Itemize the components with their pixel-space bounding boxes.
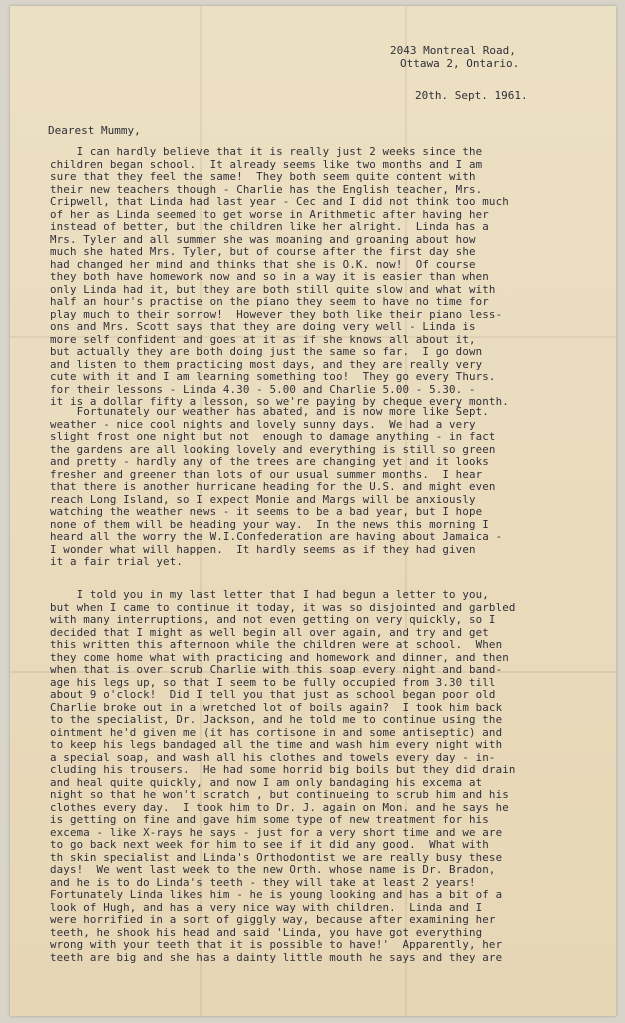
body-text-line: look of Hugh, and has a very nice way with children. Linda and I [50,900,483,914]
body-text-line: ons and Mrs. Scott says that they are doing very well - Linda is [50,320,476,333]
body-text-line: it a fair trial yet. [50,555,184,568]
body-text-line: that there is another hurricane heading for the U.S. and might even [50,480,496,493]
body-text-line: to the specialist, Dr. Jackson, and he told me to continue using the [50,713,503,726]
body-text-line: excema - like X-rays he says - just for a very short time and we are [50,825,503,839]
body-text-line: to keep his legs bandaged all the time and wash him every night with [50,738,503,751]
body-text-line: Fortunately our weather has abated, and is now more like Sept. [50,405,489,418]
body-text-line: I can hardly believe that it is really just 2 weeks since the [50,145,483,158]
body-paragraph [50,406,502,569]
body-text-line: Fortunately Linda likes him - he is young looking and has a bit of a [50,888,503,901]
body-text-line: Mrs. Tyler and all summer she was moaning and groaning about how [50,232,476,246]
body-text-line: play much to their sorrow! However they both like their piano less- [50,307,503,321]
body-text-line: night so that he won't scratch , but continueing to scrub him and his [50,788,509,801]
body-text-line: children began school. It already seems like two months and I am [50,157,483,171]
body-text-line: more self confident and goes at it as if she knows all about it, [50,332,476,346]
body-text-line: only Linda had it, but they are both still quite slow and what with [50,282,496,296]
body-text-line: this written this afternoon while the children were at school. When [50,638,503,651]
body-text-line: they both have homework now and so in a way it is easier than when [50,270,489,283]
body-text-line: heard all the worry the W.I.Confederation are having about Jamaica - [50,530,503,543]
body-text-line: fresher and greener than lots of our usual summer months. I hear [50,467,483,481]
body-text-line: their new teachers though - Charlie has the English teacher, Mrs. [50,182,483,196]
body-text-line: but actually they are both doing just the same so far. I go down [50,345,483,358]
body-text-line: with many interruptions, and not even getting on very quickly, so I [50,613,496,626]
body-text-line: and pretty - hardly any of the trees are changing yet and it looks [50,455,489,468]
body-text-line: had changed her mind and thinks that she is O.K. now! Of course [50,257,476,271]
body-text-line: watching the weather news - it seems to be a bad year, but I hope [50,505,483,518]
body-text-line: teeth are big and she has a dainty little mouth he says and they are [50,950,503,964]
body-paragraph [50,146,509,409]
body-text-line: age his legs up, so that I seem to be fully occupied from 3.30 till [50,675,496,689]
body-text-line: half an hour's practise on the piano they seem to have no time for [50,295,489,308]
body-text-line: none of them will be heading your way. In the news this morning I [50,517,489,531]
body-text-line: I wonder what will happen. It hardly seems as if they had given [50,542,476,556]
body-text-line: reach Long Island, so I expect Monie and Margs will be anxiously [50,492,476,506]
body-text-line: much she hated Mrs. Tyler, but of course after the first day she [50,245,476,258]
body-text-line: slight frost one night but not enough to damage anything - in fact [50,430,496,443]
body-text-line: when that is over scrub Charlie with this soap every night and band- [50,663,503,676]
letter-page [10,6,616,1016]
letter-date: 20th. Sept. 1961. [415,89,528,102]
body-text-line: and heal quite quickly, and now I am only bandaging his excema at [50,775,483,789]
body-text-line: for their lessons - Linda 4.30 - 5.00 and Charlie 5.00 - 5.30. - [50,382,476,396]
body-text-line: ointment he'd given me (it has cortisone in and some antiseptic) and [50,725,503,739]
body-text-line: about 9 o'clock! Did I tell you that just as school began poor old [50,688,496,701]
body-text-line: decided that I might as well begin all over again, and try and get [50,625,489,639]
body-text-line: I told you in my last letter that I had begun a letter to you, [50,588,489,601]
body-text-line: days! We went last week to the new Orth. whose name is Dr. Bradon, [50,863,496,876]
body-text-line: of her as Linda seemed to get worse in Arithmetic after having her [50,207,489,221]
sender-address [390,44,519,69]
body-text-line: weather - nice cool nights and lovely sunny days. We had a very [50,417,476,431]
body-paragraph [50,589,516,964]
address-line-1: 2043 Montreal Road, [390,44,516,57]
body-text-line: cluding his trousers. He had some horrid big boils but they did drain [50,763,516,776]
body-text-line: Cripwell, that Linda had last year - Cec and I did not think too much [50,195,509,208]
body-text-line: were horrified in a sort of giggly way, because after examining her [50,913,496,926]
body-text-line: wrong with your teeth that it is possible to have!' Apparently, her [50,938,503,951]
body-text-line: it is a dollar fifty a lesson, so we're paying by cheque every month. [50,395,509,408]
body-text-line: th skin specialist and Linda's Orthodontist we are really busy these [50,850,503,864]
body-text-line: sure that they feel the same! They both seem quite content with [50,170,476,183]
body-text-line: instead of better, but the children like her alright. Linda has a [50,220,489,233]
body-text-line: Charlie broke out in a wretched lot of boils again? I took him back [50,700,503,714]
body-text-line: teeth, he shook his head and said 'Linda, you have got everything [50,925,483,939]
body-text-line: but when I came to continue it today, it was so disjointed and garbled [50,600,516,614]
body-text-line: clothes every day. I took him to Dr. J. again on Mon. and he says he [50,800,509,814]
body-text-line: to go back next week for him to see if it did any good. What with [50,838,489,851]
body-text-line: the gardens are all looking lovely and everything is still so green [50,442,496,456]
body-text-line: and he is to do Linda's teeth - they will take at least 2 years! [50,875,476,889]
body-text-line: they come home what with practicing and homework and dinner, and then [50,650,509,664]
body-text-line: and listen to them practicing most days, and they are really very [50,357,483,371]
body-text-line: cute with it and I am learning something too! They go every Thurs. [50,370,496,383]
salutation: Dearest Mummy, [48,124,141,137]
body-text-line: is getting on fine and gave him some type of new treatment for his [50,813,489,826]
body-text-line: a special soap, and wash all his clothes and towels every day - in- [50,750,496,764]
address-line-2: Ottawa 2, Ontario. [400,56,520,70]
